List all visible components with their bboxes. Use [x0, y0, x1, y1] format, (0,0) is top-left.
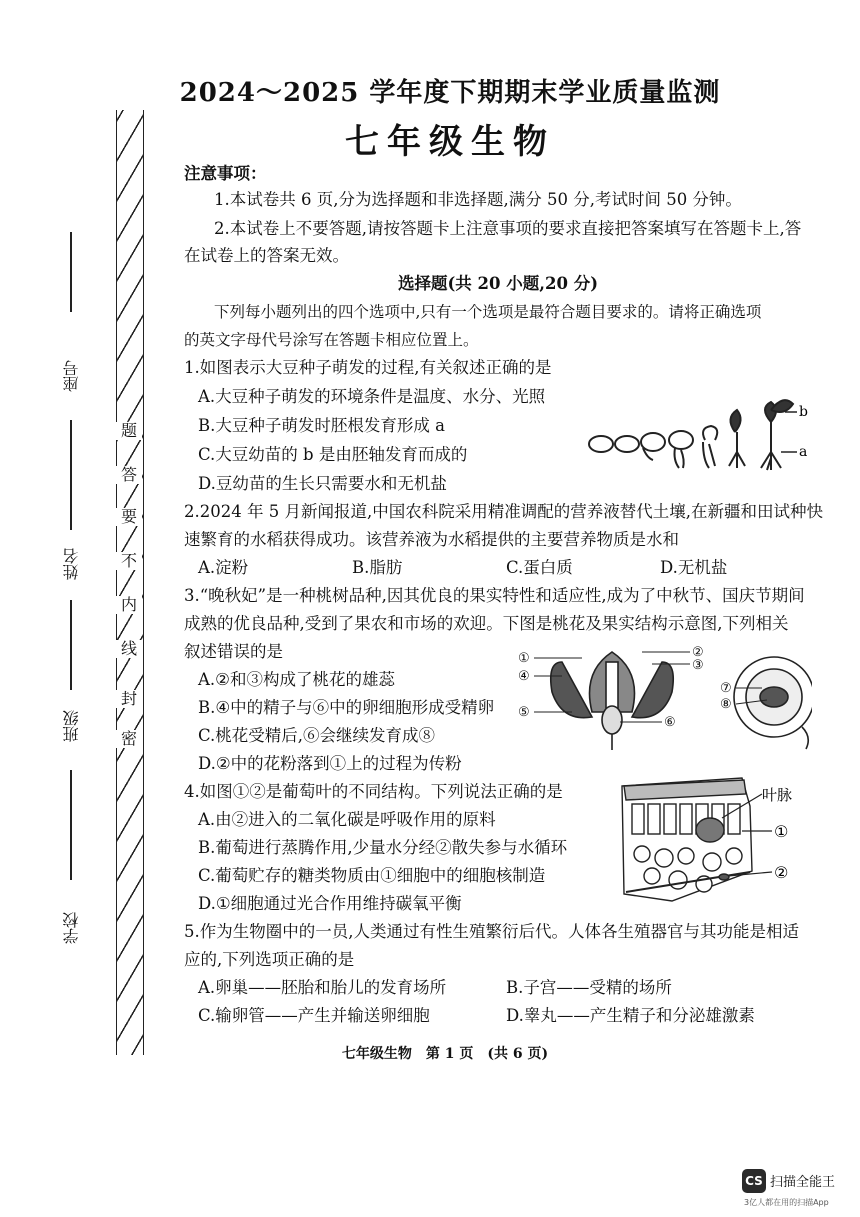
q3-figure-label: ⑦	[720, 681, 732, 696]
scanner-logo-icon: CS	[742, 1169, 766, 1193]
q5-stem: 5.作为生物圈中的一员,人类通过有性生殖繁衍后代。人体各生殖器官与其功能是相适	[184, 922, 799, 941]
section-instructions: 下列每小题列出的四个选项中,只有一个选项是最符合题目要求的。请将正确选项	[214, 303, 762, 321]
q4-option-c: C.葡萄贮存的糖类物质由①细胞中的细胞核制造	[198, 866, 546, 885]
q5-option-a: A.卵巢——胚胎和胎儿的发育场所	[198, 978, 447, 997]
seal-hatch-strip	[116, 110, 144, 1055]
q4-option-a: A.由②进入的二氧化碳是呼吸作用的原料	[198, 810, 496, 829]
q4-option-b: B.葡萄进行蒸腾作用,少量水分经②散失参与水循环	[198, 838, 568, 857]
seal-char: 要	[116, 508, 142, 526]
q3-stem-cont: 成熟的优良品种,受到了果农和市场的欢迎。下图是桃花及果实结构示意图,下列相关	[184, 614, 789, 633]
notice-item-2-cont: 在试卷上的答案无效。	[184, 246, 349, 265]
seat-line	[70, 232, 72, 312]
class-label: 班级	[62, 710, 81, 742]
q2-stem: 2.2024 年 5 月新闻报道,中国农科院采用精准调配的营养液替代土壤,在新疆和田试种快	[184, 502, 823, 521]
q2-option-d: D.无机盐	[660, 558, 728, 577]
q3-option-a: A.②和③构成了桃花的雄蕊	[198, 670, 395, 689]
q4-figure-label-1: ①	[774, 822, 789, 841]
q5-stem-cont: 应的,下列选项正确的是	[184, 950, 355, 969]
class-line	[70, 600, 72, 690]
q3-figure-label: ⑧	[720, 697, 732, 712]
q3-figure-label: ②	[692, 645, 704, 660]
q1-option-b: B.大豆种子萌发时胚根发育形成 a	[198, 416, 445, 435]
soybean-germination-figure	[585, 392, 815, 477]
q2-stem-cont: 速繁育的水稻获得成功。该营养液为水稻提供的主要营养物质是水和	[184, 530, 679, 549]
notice-item-1: 1.本试卷共 6 页,分为选择题和非选择题,满分 50 分,考试时间 50 分钟。	[214, 190, 742, 209]
notice-heading: 注意事项：	[184, 164, 267, 183]
scanner-app-name: 扫描全能王	[770, 1175, 836, 1190]
page-footer: 七年级生物 第 1 页 (共 6 页)	[341, 1046, 549, 1062]
q3-figure-label: ⑥	[664, 715, 676, 730]
exam-subject: 七年级生物	[345, 122, 555, 162]
seal-char: 线	[116, 640, 142, 658]
seat-label: 座号	[62, 360, 81, 392]
q4-stem: 4.如图①②是葡萄叶的不同结构。下列说法正确的是	[184, 782, 563, 801]
notice-item-2: 2.本试卷上不要答题,请按答题卡上注意事项的要求直接把答案填写在答题卡上,答	[214, 219, 802, 238]
school-label: 学校	[62, 912, 81, 944]
q5-option-b: B.子宫——受精的场所	[506, 978, 672, 997]
q1-option-a: A.大豆种子萌发的环境条件是温度、水分、光照	[198, 387, 546, 406]
seal-char: 答	[116, 466, 142, 484]
seal-char: 密	[116, 730, 142, 748]
q1-option-c: C.大豆幼苗的 b 是由胚轴发育而成的	[198, 445, 468, 464]
q3-stem: 3.“晚秋妃”是一种桃树品种,因其优良的果实特性和适应性,成为了中秋节、国庆节期间	[184, 586, 805, 605]
seal-char: 不	[116, 552, 142, 570]
grape-leaf-cross-section-figure	[612, 776, 822, 906]
q3-stem-cont-2: 叙述错误的是	[184, 642, 283, 661]
q4-option-d: D.①细胞通过光合作用维持碳氧平衡	[198, 894, 462, 913]
q4-figure-label-vein: 叶脉	[762, 786, 793, 804]
q1-stem: 1.如图表示大豆种子萌发的过程,有关叙述正确的是	[184, 358, 552, 377]
q2-option-b: B.脂肪	[352, 558, 403, 577]
q5-option-d: D.睾丸——产生精子和分泌雄激素	[506, 1006, 755, 1025]
name-line	[70, 420, 72, 530]
q2-option-c: C.蛋白质	[506, 558, 573, 577]
q3-figure-label: ③	[692, 658, 704, 673]
q2-option-a: A.淀粉	[198, 558, 249, 577]
exam-title: 2024～2025 学年度下期期末学业质量监测	[179, 78, 721, 108]
q3-option-b: B.④中的精子与⑥中的卵细胞形成受精卵	[198, 698, 495, 717]
school-line	[70, 770, 72, 880]
q3-option-d: D.②中的花粉落到①上的过程为传粉	[198, 754, 462, 773]
q3-figure-label: ⑤	[518, 705, 530, 720]
seal-char: 题	[116, 422, 142, 440]
q1-option-d: D.豆幼苗的生长只需要水和无机盐	[198, 474, 447, 493]
name-label: 姓名	[62, 548, 81, 580]
q4-figure-label-2: ②	[774, 863, 789, 882]
q5-option-c: C.输卵管——产生并输送卵细胞	[198, 1006, 430, 1025]
scanner-tagline: 3亿人都在用的扫描App	[744, 1198, 829, 1207]
q1-figure-label-b: b	[799, 404, 808, 420]
q1-figure-label-a: a	[799, 444, 808, 460]
seal-char: 内	[116, 596, 142, 614]
seal-char: 封	[116, 690, 142, 708]
q3-figure-label: ①	[518, 651, 530, 666]
q3-option-c: C.桃花受精后,⑥会继续发育成⑧	[198, 726, 436, 745]
peach-flower-fruit-figure	[512, 642, 812, 752]
section-title: 选择题(共 20 小题,20 分)	[398, 274, 599, 293]
section-instructions-cont: 的英文字母代号涂写在答题卡相应位置上。	[184, 331, 479, 349]
q3-figure-label: ④	[518, 669, 530, 684]
